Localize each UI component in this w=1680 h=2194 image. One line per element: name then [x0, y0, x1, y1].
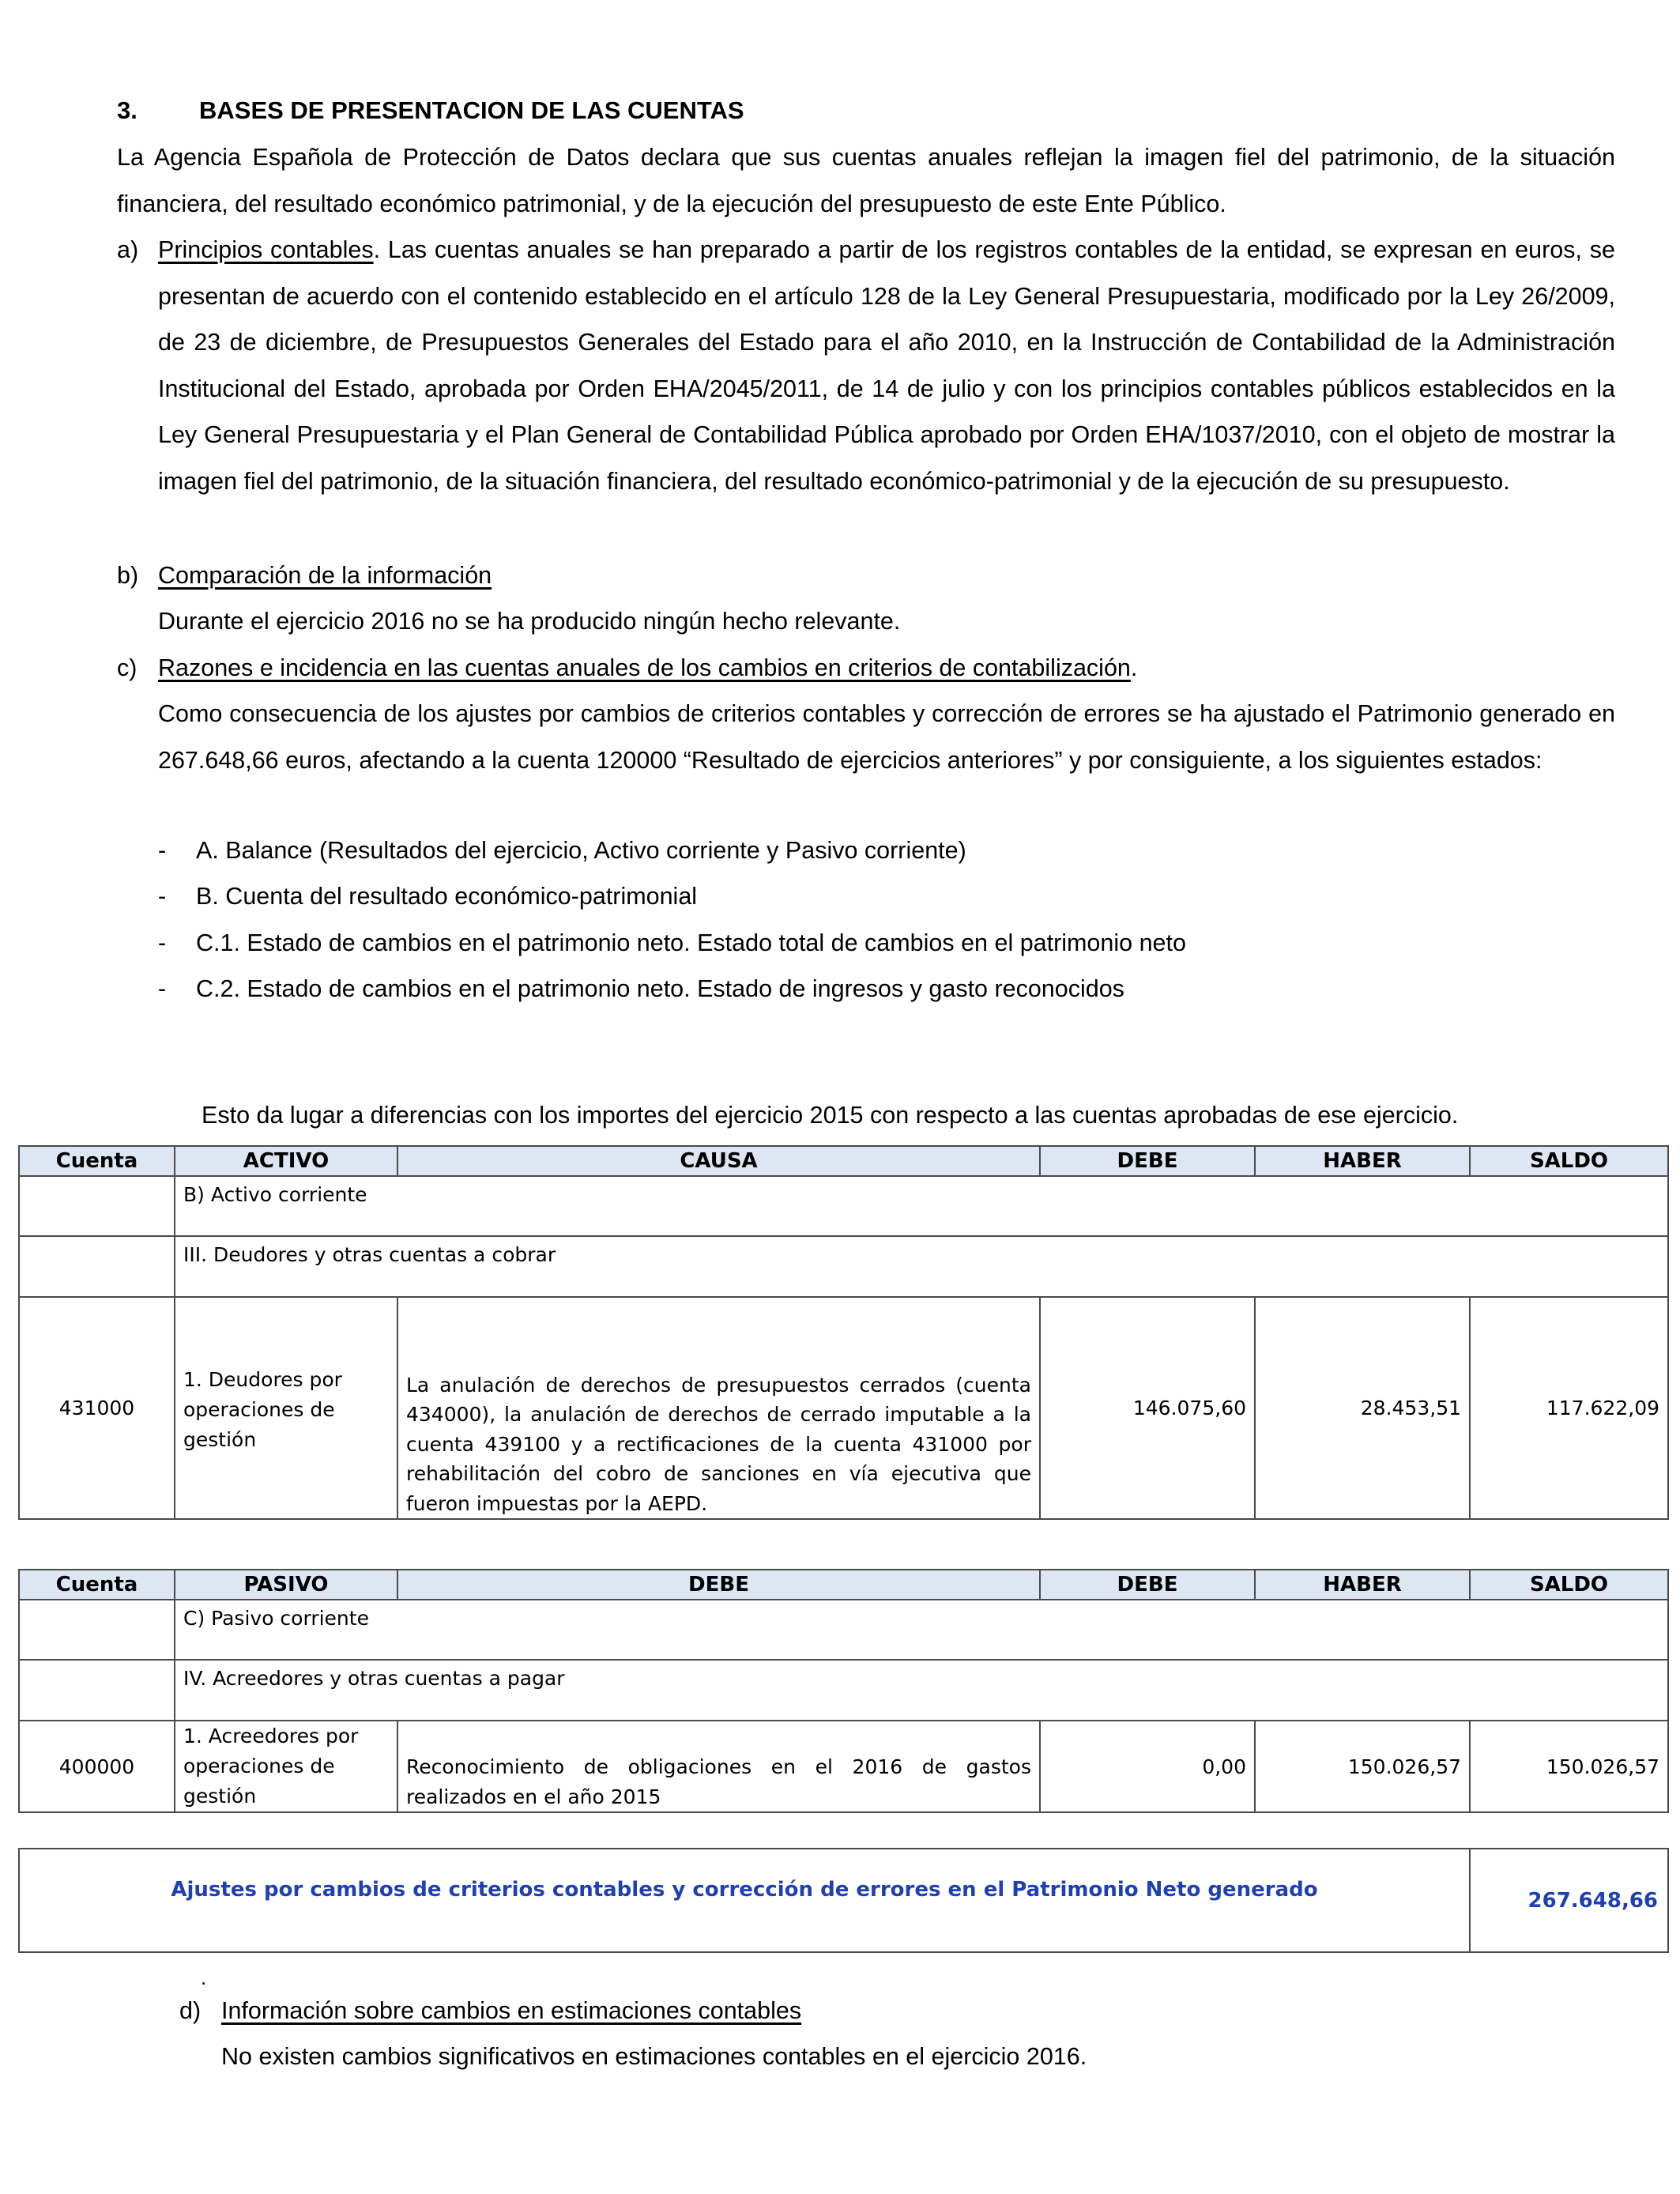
group-cell [175, 1600, 1668, 1660]
saldo-cell: 150.026,57 [1470, 1721, 1668, 1812]
group-label: III. Deudores y otras cuentas a cobrar [183, 1243, 556, 1266]
col-header: SALDO [1470, 1570, 1668, 1600]
account-name: 1. Deudores por operaciones de gestión [183, 1367, 342, 1451]
stray-dot: . [201, 1966, 207, 1989]
col-header: CAUSA [397, 1146, 1040, 1176]
debe-cell: 146.075,60 [1040, 1297, 1255, 1519]
group-cell [175, 1176, 1668, 1236]
item-a-text: . Las cuentas anuales se han preparado a partir de los registros contables de la entidad, se expresan en euros, se presentan de acuerdo con el contenido establecido en el artículo 128 de la Ley General Presupuestaria, modificado por la Ley 26/2009, de 23 de diciembre, de Presupuestos Generales del Estado para el año 2010, en la Instrucción de Contabilidad de la Administración Institucional del Estado, aprobada por Orden EHA/2045/2011, de 14 de julio y con los principios contables públicos establecidos en la Ley General Presupuestaria y el Plan General de Contabilidad Pública aprobado por Orden EHA/1037/2010, con el objeto de mostrar la imagen fiel del patrimonio, de la situación financiera, del resultado económico-patrimonial y de la ejecución de su presupuesto. [158, 236, 1615, 495]
section-heading [117, 96, 744, 125]
table-row [19, 1236, 1668, 1297]
col-header: DEBE [1040, 1570, 1255, 1600]
cuenta-cell [19, 1236, 175, 1297]
table-row [19, 1176, 1668, 1236]
table-row [19, 1600, 1668, 1660]
col-header: PASIVO [175, 1570, 397, 1600]
table-header-row [19, 1570, 1668, 1600]
group-cell [175, 1660, 1668, 1721]
item-b-marker: b) [117, 562, 139, 589]
adjustments-summary [18, 1848, 1669, 1953]
causa-cell [397, 1721, 1040, 1812]
cuenta-cell: 431000 [19, 1297, 175, 1519]
cuenta-cell [19, 1600, 175, 1660]
bullet-dash: - [158, 975, 167, 1002]
item-c-marker: c) [117, 654, 137, 681]
bullet-item: C.1. Estado de cambios en el patrimonio neto. Estado total de cambios en el patrimonio neto [196, 929, 1186, 956]
item-c-heading [158, 652, 1137, 684]
col-header: DEBE [1040, 1146, 1255, 1176]
cuenta-cell [19, 1176, 175, 1236]
col-header: Cuenta [19, 1146, 175, 1176]
causa-cell [397, 1297, 1040, 1519]
account-name: 1. Acreedores por operaciones de gestión [183, 1725, 359, 1808]
item-c-title-suffix: . [1130, 654, 1138, 681]
haber-cell: 150.026,57 [1255, 1721, 1470, 1812]
bullet-item: B. Cuenta del resultado económico-patrimonial [196, 883, 698, 910]
saldo-cell: 117.622,09 [1470, 1297, 1668, 1519]
intro-paragraph: La Agencia Española de Protección de Datos declara que sus cuentas anuales reflejan la imagen fiel del patrimonio, de la situación financiera, del resultado económico patrimonial, y de la ejecución del presupuesto de este Ente Público. [117, 144, 1615, 217]
group-label: B) Activo corriente [183, 1183, 367, 1206]
table-lead-text: Esto da lugar a diferencias con los importes del ejercicio 2015 con respecto a las cuentas aprobadas de ese ejercicio. [202, 1102, 1459, 1129]
col-header: SALDO [1470, 1146, 1668, 1176]
col-header: HABER [1255, 1146, 1470, 1176]
section-title: BASES DE PRESENTACION DE LAS CUENTAS [199, 96, 744, 124]
summary-label: Ajustes por cambios de criterios contables y corrección de errores en el Patrimonio Neto generado [19, 1849, 1470, 1952]
item-b-text: Durante el ejercicio 2016 no se ha producido ningún hecho relevante. [158, 608, 901, 635]
table-row [19, 1660, 1668, 1721]
item-d-text: No existen cambios significativos en estimaciones contables en el ejercicio 2016. [221, 2043, 1087, 2070]
table-header-row [19, 1146, 1668, 1176]
item-c-title: Razones e incidencia en las cuentas anuales de los cambios en criterios de contabilización [158, 654, 1131, 681]
col-header: Cuenta [19, 1570, 175, 1600]
item-a-title: Principios contables [158, 236, 374, 263]
cuenta-cell: 400000 [19, 1721, 175, 1812]
causa-text: Reconocimiento de obligaciones en el 2016 de gastos realizados en el año 2015 [406, 1755, 1031, 1808]
haber-cell: 28.453,51 [1255, 1297, 1470, 1519]
account-name-cell [175, 1297, 397, 1519]
table-row [19, 1297, 1668, 1519]
cuenta-cell [19, 1660, 175, 1721]
pasivo-table [18, 1569, 1669, 1813]
item-a-marker: a) [117, 236, 139, 263]
summary-value: 267.648,66 [1470, 1849, 1668, 1952]
bullet-item: C.2. Estado de cambios en el patrimonio neto. Estado de ingresos y gasto reconocidos [196, 975, 1124, 1002]
group-label: C) Pasivo corriente [183, 1607, 369, 1630]
bullet-item: A. Balance (Resultados del ejercicio, Activo corriente y Pasivo corriente) [196, 837, 966, 864]
item-d-marker: d) [179, 1997, 202, 2024]
activo-table [18, 1145, 1669, 1520]
section-number: 3. [117, 96, 137, 124]
col-header: HABER [1255, 1570, 1470, 1600]
bullet-dash: - [158, 883, 167, 910]
bullet-dash: - [158, 837, 167, 864]
col-header: DEBE [397, 1570, 1040, 1600]
bullet-dash: - [158, 929, 167, 956]
item-c-paragraph: Como consecuencia de los ajustes por cambios de criterios contables y corrección de errores se ha ajustado el Patrimonio generado en 267.648,66 euros, afectando a la cuenta 120000 “Resultado de ejercicios anteriores” y por consiguiente, a los siguientes estados: [158, 700, 1615, 774]
table-row [19, 1721, 1668, 1812]
causa-text: La anulación de derechos de presupuestos cerrados (cuenta 434000), la anulación de derechos de cerrado imputable a la cuenta 439100 y a rectificaciones de la cuenta 431000 por rehabilitación del cobro de sanciones en vía ejecutiva que fueron impuestas por la AEPD. [406, 1373, 1031, 1515]
item-b-title: Comparación de la información [158, 562, 492, 589]
account-name-cell [175, 1721, 397, 1812]
col-header: ACTIVO [175, 1146, 397, 1176]
item-a-paragraph [158, 227, 1615, 504]
item-d-title: Información sobre cambios en estimaciones contables [221, 1997, 802, 2024]
group-cell [175, 1236, 1668, 1297]
group-label: IV. Acreedores y otras cuentas a pagar [183, 1667, 565, 1690]
debe-cell: 0,00 [1040, 1721, 1255, 1812]
